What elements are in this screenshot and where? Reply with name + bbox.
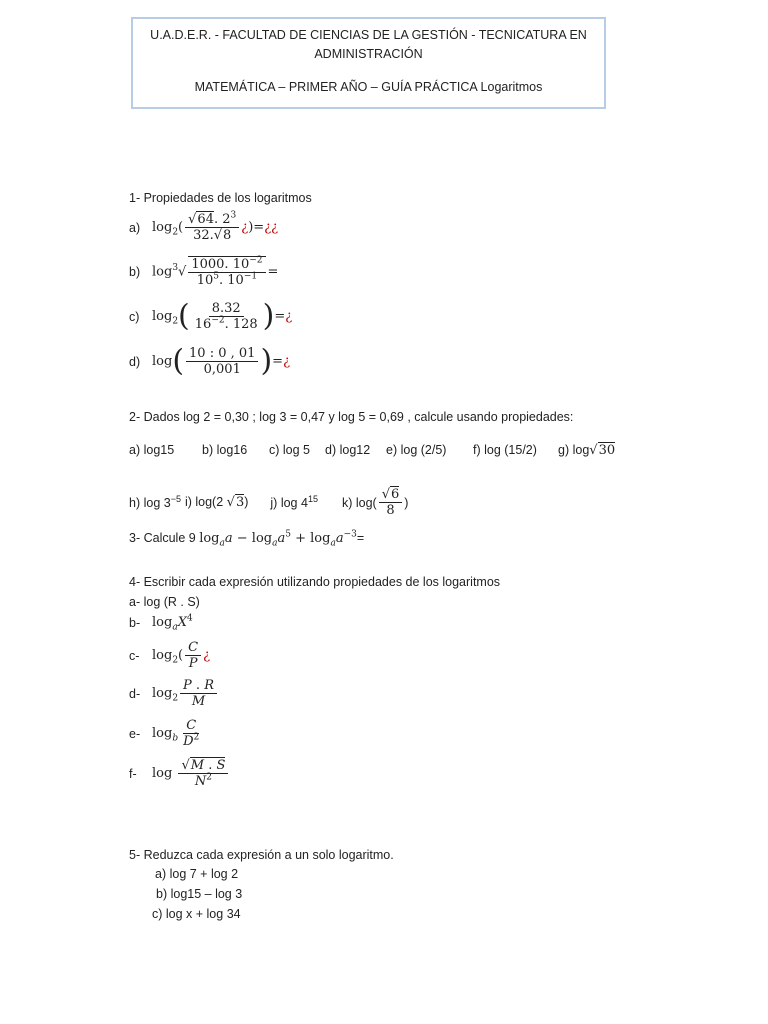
exercise-2h-exponent: −5 <box>170 493 181 504</box>
exercise-2b: b) log16 <box>202 443 248 457</box>
exercise-1b-label: b) <box>129 265 141 279</box>
header-line-2: ADMINISTRACIÓN <box>314 47 423 61</box>
exercise-4c <box>129 640 210 671</box>
header-line-3: MATEMÁTICA – PRIMER AÑO – GUÍA PRÁCTICA Logaritmos <box>194 80 543 94</box>
exercise-2d: d) log12 <box>325 443 371 457</box>
exercise-4c-glyph: ¿ <box>203 648 211 663</box>
exercise-5c: c) log x + log 34 <box>152 907 241 921</box>
exercise-4c-label: c- <box>129 648 140 663</box>
exercise-2i-radicand: 3 <box>235 495 245 510</box>
exercise-1d <box>129 343 291 379</box>
exercise-4d <box>129 678 219 709</box>
exercise-1d-expression: log( $\frac{10 : 0 , 01}{0,001}$ )=¿ <box>152 343 291 379</box>
exercise-2k-numerator: 6 <box>390 487 400 502</box>
exercise-4a: a- log (R . S) <box>129 595 200 609</box>
exercise-5a: a) log 7 + log 2 <box>155 867 239 881</box>
exercise-1d-result-glyph: ¿ <box>283 354 291 369</box>
header-box <box>131 17 606 109</box>
exercise-2a: a) log15 <box>129 443 175 457</box>
section-5-title: 5- Reduzca cada expresión a un solo logaritmo. <box>129 848 394 862</box>
exercise-1a-result-glyph: ¿¿ <box>264 220 279 235</box>
exercise-4b-label: b- <box>129 615 141 630</box>
exercise-2j <box>270 493 318 510</box>
exercise-4f-expression: log $\frac{√M . S}{N^2}$ <box>152 758 230 789</box>
exercise-4e-label: e- <box>129 726 141 741</box>
exercise-1a-glyph: ¿ <box>241 220 249 235</box>
exercise-2k-denominator: 8 <box>386 503 395 518</box>
exercise-2g: g) log√30 <box>558 443 616 458</box>
exercise-4d-label: d- <box>129 686 141 701</box>
exercise-2j-exponent: 15 <box>307 493 318 504</box>
exercise-2c: c) log 5 <box>269 443 310 457</box>
section-1-title: 1- Propiedades de los logaritmos <box>129 191 312 205</box>
exercise-2j-text: j) log 4 <box>270 495 308 510</box>
exercise-2h-text: h) log 3 <box>129 495 171 510</box>
exercise-2i: i) log(2 √3) <box>184 495 249 510</box>
exercise-1b-expression: $\log^3√$ $\frac{1000. 10^{-2}}{10^5. 10^{-1}}$ = <box>152 255 279 288</box>
exercise-2k-text: k) log( <box>341 495 377 510</box>
exercise-1d-label: d) <box>129 354 141 369</box>
exercise-2h <box>129 493 181 510</box>
exercise-2h-row <box>129 487 408 518</box>
exercise-2k-close: ) <box>404 495 409 510</box>
exercise-1b <box>129 256 278 288</box>
exercise-1a <box>129 212 278 243</box>
exercise-1a-expression: $\log_2$( $\frac{√64. 2^3}{32.√8}$ ¿)=¿¿ <box>152 210 279 243</box>
header-line-1: U.A.D.E.R. - FACULTAD DE CIENCIAS DE LA GESTIÓN - TECNICATURA EN <box>150 28 587 42</box>
exercise-2k: k) log( $\frac{√6}{8}$ ) <box>341 487 409 518</box>
exercise-1a-label: a) <box>129 220 141 235</box>
exercise-2e: e) log (2/5) <box>386 443 447 457</box>
exercise-4e <box>129 718 204 749</box>
section-3-title: 3- Calcule 9 $\log_aa - \log_aa^5 + \log_aa^{-3}=$ <box>129 529 365 549</box>
exercise-2i-text: i) log(2 <box>184 495 227 509</box>
exercise-4c-expression: $\log_2$( $\frac{C}{P}$ ¿ <box>152 640 211 671</box>
exercise-2g-text: g) log <box>558 443 590 457</box>
exercise-4b <box>129 613 193 633</box>
exercise-4f-label: f- <box>129 766 137 781</box>
exercise-1c-label: c) <box>129 309 140 324</box>
exercise-2f: f) log (15/2) <box>473 443 537 457</box>
section-2-title: 2- Dados log 2 = 0,30 ; log 3 = 0,47 y log 5 = 0,69 , calcule usando propiedades: <box>129 410 574 424</box>
exercise-5b: b) log15 – log 3 <box>156 887 243 901</box>
exercise-2g-radicand: 30 <box>598 443 616 458</box>
exercise-4f <box>129 758 230 789</box>
section-3-expression: $\log_aa - \log_aa^5 + \log_aa^{-3}$ <box>199 529 357 549</box>
exercise-4b-expression: $\log_aX^4$ <box>152 613 193 633</box>
section-3-text: 3- Calcule 9 <box>129 531 200 545</box>
exercise-4d-expression: $\log_2$ $\frac{P . R}{M}$ <box>152 678 219 709</box>
exercise-4e-expression: $\log_b$ $\frac{C}{D^2}$ <box>152 718 200 749</box>
exercise-1c-expression: $\log_2$( $\frac{8.32}{16^{-2}. 128}$ )=¿ <box>152 298 293 334</box>
exercise-1c <box>129 298 293 334</box>
exercise-2i-close: ) <box>244 495 249 509</box>
section-4-title: 4- Escribir cada expresión utilizando propiedades de los logaritmos <box>129 575 501 589</box>
exercise-1c-result-glyph: ¿ <box>285 309 293 324</box>
